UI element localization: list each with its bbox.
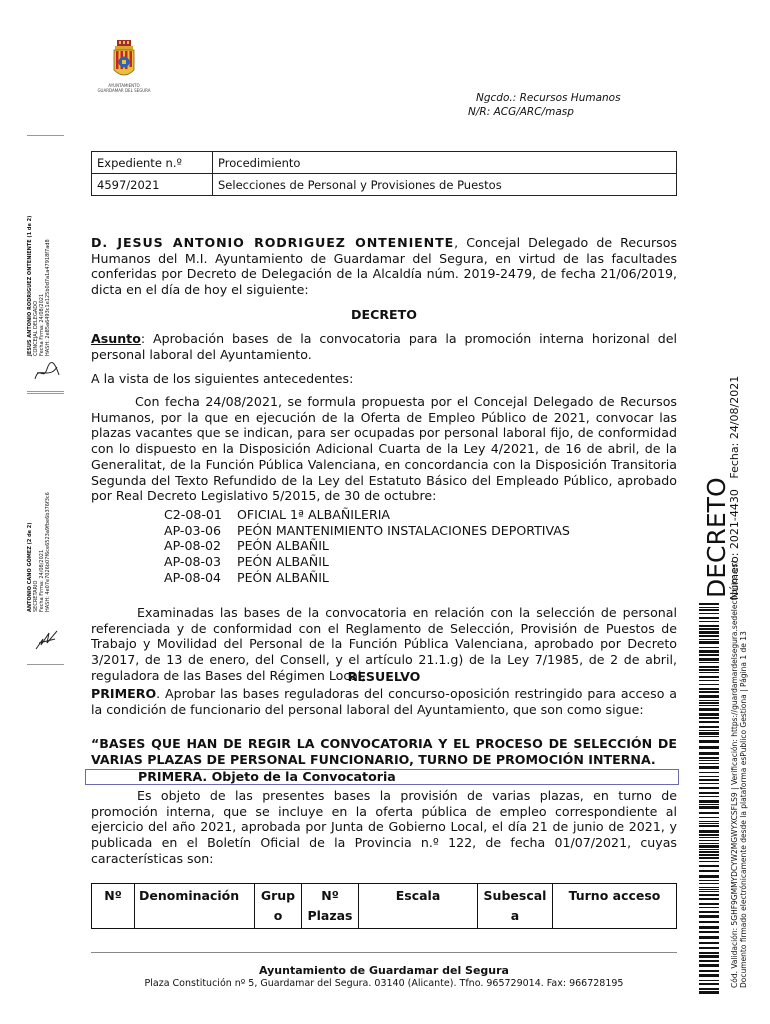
barcode-bar	[699, 915, 719, 918]
barcode-bar	[699, 921, 719, 923]
barcode-bar	[699, 669, 719, 671]
plaza-name: PEÓN ALBAÑIL	[237, 569, 329, 585]
barcode-bar	[699, 732, 719, 735]
expediente-table	[91, 151, 677, 196]
col-plazas: Nº Plazas	[302, 884, 359, 929]
signatory-name: D. JESUS ANTONIO RODRIGUEZ ONTENIENTE	[91, 235, 455, 250]
plaza-item	[164, 554, 664, 570]
validation-barcode	[699, 603, 719, 995]
barcode-bar	[699, 631, 719, 634]
barcode-bar	[699, 783, 719, 784]
procedimiento-header: Procedimiento	[213, 152, 677, 174]
barcode-bar	[699, 691, 719, 693]
barcode-bar	[699, 666, 719, 668]
primera-heading: PRIMERA. Objeto de la Convocatoria	[85, 769, 679, 785]
barcode-bar	[699, 717, 719, 719]
footer-title: Ayuntamiento de Guardamar del Segura	[259, 964, 509, 977]
plaza-name: PEÓN ALBAÑIL	[237, 554, 329, 570]
barcode-bar	[699, 861, 719, 862]
plaza-item	[164, 523, 664, 539]
barcode-bar	[699, 875, 719, 878]
footer-address: Plaza Constitución nº 5, Guardamar del Segura. 03140 (Alicante). Tfno. 965729014. Fax: 966728195	[144, 978, 624, 989]
signature-block-2	[27, 393, 64, 665]
signer-1-hash: HASH: 2e85a6493c1e125b0d7a1a47918f7ad8	[45, 239, 51, 356]
barcode-bar	[699, 757, 719, 759]
barcode-bar	[699, 947, 719, 949]
barcode-bar	[699, 926, 719, 929]
barcode-bar	[699, 903, 719, 905]
barcode-bar	[699, 887, 719, 888]
barcode-bar	[699, 849, 719, 850]
barcode-bar	[699, 970, 719, 972]
barcode-bar	[699, 726, 719, 728]
barcode-bar	[699, 796, 719, 797]
barcode-bar	[699, 702, 719, 704]
col-turno: Turno acceso	[553, 884, 677, 929]
barcode-bar	[699, 955, 719, 958]
barcode-bar	[699, 891, 719, 892]
plaza-code: AP-08-03	[164, 554, 222, 570]
barcode-bar	[699, 705, 719, 706]
validation-line-2: Documento firmado electrónicamente desde la plataforma esPublico Gestiona | Página 1 de 13	[739, 631, 748, 988]
barcode-bar	[699, 812, 719, 814]
barcode-bar	[699, 688, 719, 690]
barcode-bar	[699, 695, 719, 698]
intro-paragraph	[91, 235, 677, 298]
barcode-bar	[699, 684, 719, 685]
signer-2-name: ANTONIO CANO GÓMEZ (2 de 2)	[27, 522, 33, 612]
barcode-bar	[699, 825, 719, 827]
negociado-line: Ngcdo.: Recursos Humanos	[476, 92, 621, 104]
plaza-code: C2-08-01	[164, 507, 222, 522]
asunto-text: : Aprobación bases de la convocatoria para la promoción interna horizonal del personal laboral del Ayuntamiento.	[91, 331, 677, 362]
bases-table-header-row	[92, 884, 677, 929]
barcode-bar	[699, 650, 719, 653]
bases-title: “BASES QUE HAN DE REGIR LA CONVOCATORIA Y EL PROCESO DE SELECCIÓN DE VARIAS PLAZAS DE PERSONAL FUNCIONARIO, TURNO DE PROMOCIÓN INTERNA.	[91, 736, 677, 767]
barcode-bar	[699, 676, 719, 678]
barcode-bar	[699, 621, 719, 622]
barcode-bar	[699, 817, 719, 818]
barcode-bar	[699, 806, 719, 809]
barcode-bar	[699, 763, 719, 764]
barcode-bar	[699, 851, 719, 853]
barcode-bar	[699, 883, 719, 884]
barcode-bar	[699, 865, 719, 867]
bases-table	[91, 883, 677, 929]
barcode-bar	[699, 787, 719, 789]
col-denominacion: Denominación	[135, 884, 255, 929]
barcode-bar	[699, 609, 719, 611]
barcode-bar	[699, 658, 719, 661]
intro-text: , Concejal Delegado de Recursos Humanos del M.I. Ayuntamiento de Guardamar del Segura, en virtud de las facultades conferidas por Decreto de Delegación de la Alcaldía núm. 2019-2479, de fecha 21/06/2019, dicta en el día de hoy el siguiente:	[91, 235, 677, 298]
signature-sidebar	[27, 135, 64, 1003]
barcode-bar	[699, 942, 719, 944]
handwritten-signature-1	[33, 361, 61, 383]
barcode-bar	[699, 740, 719, 743]
validation-line-1: Cód. Validación: 5GHF9GMMYDCYW2MGWYXCSFLS9 | Verificación: https://guardamardelsegura.sedelectronica.es/	[730, 560, 739, 988]
barcode-bar	[699, 625, 719, 627]
barcode-bar	[699, 766, 719, 769]
decreto-vertical-label: DECRETO	[702, 477, 731, 598]
barcode-bar	[699, 911, 719, 913]
barcode-bar	[699, 821, 719, 822]
footer-divider	[91, 952, 677, 953]
barcode-bar	[699, 721, 719, 723]
barcode-bar	[699, 800, 719, 803]
barcode-bar	[699, 672, 719, 673]
barcode-bar	[699, 898, 719, 900]
barcode-bar	[699, 830, 719, 833]
barcode-bar	[699, 931, 719, 933]
logo-caption: AYUNTAMIENTO GUARDAMAR DEL SEGURA	[97, 83, 151, 93]
barcode-bar	[699, 641, 719, 644]
barcode-bar	[699, 730, 719, 731]
plaza-code: AP-03-06	[164, 522, 222, 538]
barcode-bar	[699, 804, 719, 805]
signer-1-name: JESUS ANTONIO RODRIGUEZ ONTENIENTE (1 de 2)	[27, 215, 33, 356]
barcode-bar	[699, 654, 719, 656]
col-num: Nº	[92, 884, 135, 929]
plaza-code: AP-08-02	[164, 538, 222, 554]
barcode-bar	[699, 880, 719, 881]
barcode-bar	[699, 639, 719, 640]
nr-line: N/R: ACG/ARC/masp	[468, 105, 574, 118]
barcode-bar	[699, 907, 719, 908]
plazas-list	[164, 507, 664, 586]
barcode-bar	[699, 635, 719, 637]
barcode-bar	[699, 870, 719, 872]
plaza-item	[164, 538, 664, 554]
col-subescala: Subescal a	[478, 884, 553, 929]
barcode-bar	[699, 708, 719, 711]
barcode-bar	[699, 647, 719, 648]
signer-2-hash: HASH: 4e07e7026b07f6ce6523a9fbe6b376f3c6	[45, 492, 51, 612]
negociado-reference	[468, 92, 621, 119]
antecedente-2: Examinadas las bases de la convocatoria en relación con la selección de personal referenciada y de conformidad con el Reglamento de Selección, Provisión de Puestos de Trabajo y Movilidad del Personal de la Función Pública Valenciana, aprobado por Decreto 3/2017, de 13 de enero, del Consell, y el artículo 21.1.g) de la Ley 7/1985, de 2 de abril, reguladora de las Bases del Régimen Local,	[91, 605, 677, 683]
barcode-bar	[699, 854, 719, 856]
barcode-bar	[699, 746, 719, 749]
barcode-bar	[699, 952, 719, 954]
plaza-name: PEÓN ALBAÑIL	[237, 538, 329, 554]
asunto-paragraph	[91, 331, 677, 362]
handwritten-signature-2	[33, 629, 61, 651]
barcode-bar	[699, 613, 719, 614]
barcode-bar	[699, 843, 719, 844]
barcode-bar	[699, 603, 719, 605]
barcode-bar	[699, 974, 719, 977]
primero-paragraph	[91, 686, 677, 717]
plaza-item	[164, 507, 664, 523]
barcode-bar	[699, 845, 719, 848]
signer-2-date: Fecha Firma: 24/08/2021	[39, 549, 45, 612]
barcode-bar	[699, 936, 719, 939]
barcode-bar	[699, 834, 719, 836]
barcode-bar	[699, 964, 719, 967]
barcode-bar	[699, 776, 719, 777]
barcode-bar	[699, 700, 719, 701]
primero-label: PRIMERO	[91, 686, 157, 701]
decreto-fecha: Fecha: 24/08/2021	[728, 375, 741, 479]
barcode-bar	[699, 840, 719, 841]
signature-block-1	[27, 135, 64, 392]
signature-2-text	[27, 412, 51, 612]
barcode-bar	[699, 988, 719, 990]
signer-1-role: CONCEJAL DELEGADO	[33, 300, 39, 356]
barcode-bar	[699, 752, 719, 755]
signature-1-text	[27, 156, 51, 356]
barcode-bar	[699, 713, 719, 716]
barcode-bar	[699, 772, 719, 773]
barcode-bar	[699, 960, 719, 962]
expediente-value: 4597/2021	[92, 174, 213, 196]
barcode-bar	[699, 792, 719, 794]
decreto-numero: Número: 2021-4430	[728, 489, 741, 600]
barcode-bar	[699, 983, 719, 985]
primera-text: Es objeto de las presentes bases la provisión de varias plazas, en turno de promoción interna, que se incluye en la oferta pública de empleo correspondiente al ejercicio del año 2021, aprobada por Junta de Gobierno Local, el día 21 de junio de 2021, y publicada en el Boletín Oficial de la Provincia n.º 122, de fecha 01/07/2021, cuyas características son:	[91, 788, 677, 866]
barcode-bar	[699, 736, 719, 737]
signer-2-role: SECRETARIO	[33, 580, 39, 612]
col-grupo: Grup o	[255, 884, 302, 929]
barcode-bar	[699, 617, 719, 619]
expediente-header: Expediente n.º	[92, 152, 213, 174]
col-escala: Escala	[359, 884, 478, 929]
barcode-bar	[699, 837, 719, 838]
resuelvo-title: RESUELVO	[347, 669, 421, 684]
barcode-bar	[699, 760, 719, 761]
plaza-name: OFICIAL 1ª ALBAÑILERIA	[237, 507, 391, 522]
antecedente-1: Con fecha 24/08/2021, se formula propuesta por el Concejal Delegado de Recursos Humanos, por la que en ejecución de la Oferta de Empleo Público de 2021, convocar las plazas vacantes que se indican, para ser ocupadas por personal laboral fijo, de conformidad con lo dispuesto en la Disposición Adicional Cuarta de la Ley 4/2021, de 16 de abril, de la Generalitat, de la Función Pública Valenciana, en concordancia con la Disposición Transitoria Segunda del Texto Refundido de la Ley del Estatuto Básico del Empleado Público, aprobado por Real Decreto Legislativo 5/2015, de 30 de octubre:	[91, 394, 677, 504]
barcode-bar	[699, 889, 719, 890]
barcode-bar	[699, 680, 719, 681]
plaza-code: AP-08-04	[164, 569, 222, 585]
decreto-title: DECRETO	[351, 307, 417, 322]
barcode-bar	[699, 628, 719, 630]
plaza-item	[164, 570, 664, 586]
barcode-bar	[699, 662, 719, 663]
antecedentes-intro: A la vista de los siguientes antecedentes:	[91, 371, 354, 386]
procedimiento-value: Selecciones de Personal y Provisiones de Puestos	[213, 174, 677, 196]
barcode-bar	[699, 991, 719, 994]
validation-text-vertical	[730, 561, 748, 988]
signer-1-date: Fecha Firma: 24/08/2021	[39, 293, 45, 356]
asunto-label: Asunto	[91, 331, 141, 346]
municipal-coat-of-arms-logo	[108, 40, 140, 88]
barcode-bar	[699, 779, 719, 781]
barcode-bar	[699, 823, 719, 824]
barcode-bar	[699, 980, 719, 981]
barcode-bar	[699, 857, 719, 859]
barcode-bar	[699, 607, 719, 608]
primero-text: . Aprobar las bases reguladoras del concurso-oposición restringido para acceso a la condición de funcionario del personal laboral del Ayuntamiento, que son como sigue:	[91, 686, 677, 717]
barcode-bar	[699, 894, 719, 896]
plaza-name: PEÓN MANTENIMIENTO INSTALACIONES DEPORTIVAS	[237, 522, 570, 538]
